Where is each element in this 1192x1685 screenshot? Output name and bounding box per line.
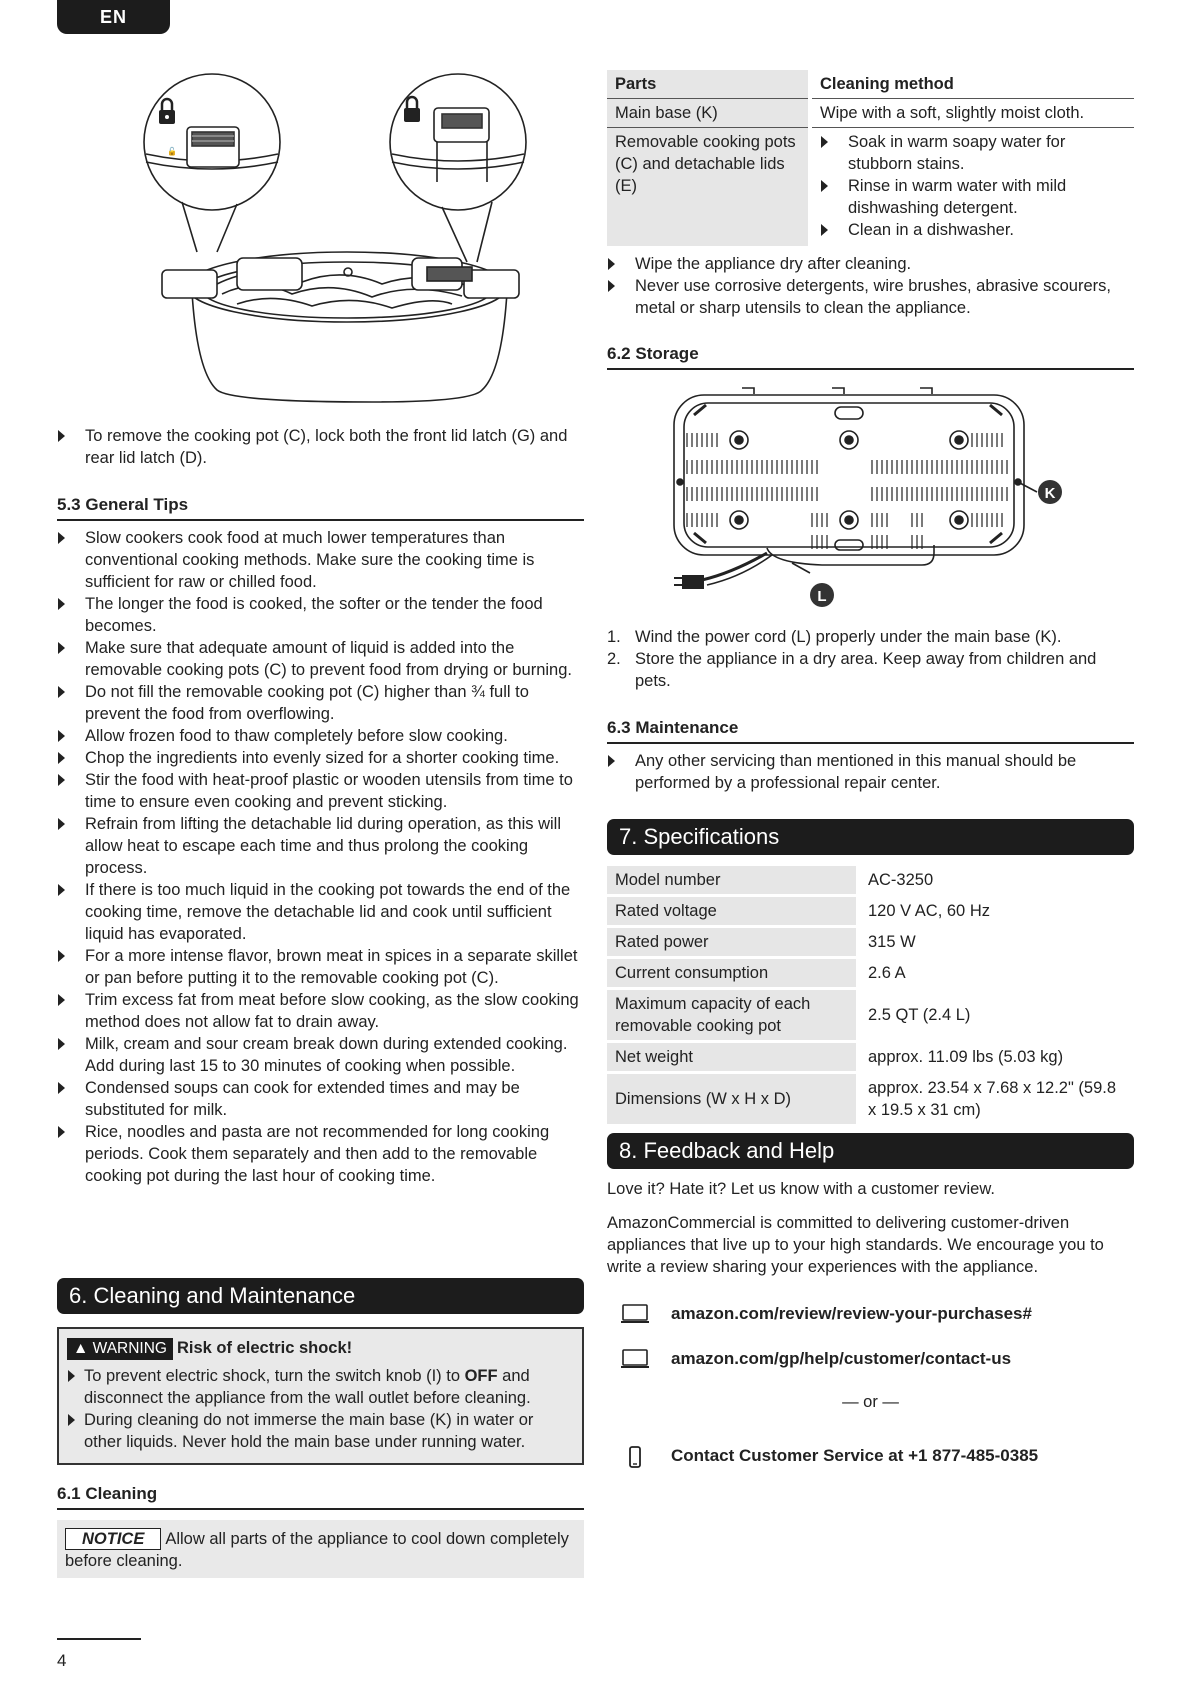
specifications-table — [607, 866, 1134, 1127]
after-cleaning-list — [607, 253, 1134, 319]
table-row — [607, 958, 1134, 989]
general-tips-list — [57, 527, 584, 1187]
review-link[interactable]: amazon.com/review/review-your-purchases# — [671, 1304, 1032, 1323]
spec-value: 315 W — [858, 927, 1134, 958]
list-item: Refrain from lifting the detachable lid during operation, as this will allow heat to escape each time and thus prolong the cooking process. — [57, 813, 584, 879]
contact-link-row[interactable] — [607, 1348, 1134, 1372]
footer-rule — [57, 1638, 141, 1640]
spec-key: Rated power — [607, 927, 858, 958]
list-item: To prevent electric shock, turn the switch knob (I) to OFF and disconnect the appliance from the wall outlet before cleaning. — [67, 1365, 574, 1409]
laptop-icon — [620, 1303, 650, 1325]
table-row — [607, 128, 1134, 246]
warning-list — [67, 1365, 574, 1453]
spec-key: Model number — [607, 866, 858, 896]
table-row — [607, 70, 1134, 99]
feedback-text: AmazonCommercial is committed to delivering customer-driven appliances that live up to your high standards. We encourage you to write a review sharing your experiences with the appliance. — [607, 1214, 1104, 1276]
customer-service-phone[interactable]: Contact Customer Service at +1 877-485-0385 — [671, 1446, 1039, 1465]
spec-key: Maximum capacity of each removable cooking pot — [607, 989, 858, 1042]
page-number: 4 — [57, 1651, 67, 1670]
cleaning-heading: 6.1 Cleaning — [57, 1483, 584, 1510]
storage-steps — [607, 626, 1134, 692]
list-item: Rice, noodles and pasta are not recommended for long cooking periods. Cook them separately and then add to the removable cooking pot during the last hour of cooking time. — [57, 1121, 584, 1187]
laptop-icon — [620, 1348, 650, 1370]
warning-title: Risk of electric shock! — [177, 1339, 353, 1357]
storage-base-illustration — [672, 385, 1092, 610]
spec-value: 2.6 A — [858, 958, 1134, 989]
notice-box — [57, 1520, 584, 1578]
table-row — [607, 1073, 1134, 1126]
list-item: The longer the food is cooked, the softer or the tender the food becomes. — [57, 593, 584, 637]
phone-row[interactable] — [607, 1445, 1134, 1469]
general-tips-heading: 5.3 General Tips — [57, 494, 584, 521]
table-cell: Main base (K) — [607, 99, 810, 128]
table-cell — [810, 128, 1134, 246]
review-link-row[interactable] — [607, 1303, 1134, 1327]
spec-value: 120 V AC, 60 Hz — [858, 896, 1134, 927]
table-cell: Removable cooking pots (C) and detachable lids (E) — [607, 128, 810, 246]
spec-key: Dimensions (W x H x D) — [607, 1073, 858, 1126]
warning-label: ▲ WARNING — [67, 1338, 173, 1360]
maintenance-heading: 6.3 Maintenance — [607, 717, 1134, 744]
section-7-title: 7. Specifications — [607, 819, 1134, 855]
table-cell: Wipe with a soft, slightly moist cloth. — [810, 99, 1134, 128]
list-item: Never use corrosive detergents, wire brushes, abrasive scourers, metal or sharp utensils to clean the appliance. — [607, 275, 1134, 319]
maintenance-list — [607, 750, 1134, 794]
list-item: Trim excess fat from meat before slow cooking, as the slow cooking method does not allow fat to drain away. — [57, 989, 584, 1033]
list-item: Condensed soups can cook for extended times and may be substituted for milk. — [57, 1077, 584, 1121]
feedback-intro: Love it? Hate it? Let us know with a customer review. — [607, 1180, 995, 1198]
section-6-title: 6. Cleaning and Maintenance — [57, 1278, 584, 1314]
table-row — [607, 989, 1134, 1042]
contact-link[interactable]: amazon.com/gp/help/customer/contact-us — [671, 1349, 1012, 1368]
notice-text: Allow all parts of the appliance to cool down completely before cleaning. — [65, 1530, 569, 1570]
list-item: Soak in warm soapy water for stubborn stains. — [820, 131, 1126, 175]
storage-heading: 6.2 Storage — [607, 343, 1134, 370]
column-header-method: Cleaning method — [810, 70, 1134, 99]
list-item: To remove the cooking pot (C), lock both the front lid latch (G) and rear lid latch (D). — [57, 425, 584, 469]
remove-pot-tip — [57, 425, 584, 469]
or-divider: — or — — [842, 1393, 899, 1411]
spec-key: Net weight — [607, 1042, 858, 1073]
spec-value: approx. 23.54 x 7.68 x 12.2" (59.8 x 19.5 x 31 cm) — [858, 1073, 1134, 1126]
list-item: Clean in a dishwasher. — [820, 219, 1126, 241]
notice-label: NOTICE — [65, 1528, 161, 1550]
list-item: Stir the food with heat-proof plastic or wooden utensils from time to time to ensure even cooking and prevent sticking. — [57, 769, 584, 813]
table-row — [607, 896, 1134, 927]
spec-key: Current consumption — [607, 958, 858, 989]
list-item: Rinse in warm water with mild dishwashing detergent. — [820, 175, 1126, 219]
table-row — [607, 866, 1134, 896]
list-item: Milk, cream and sour cream break down during extended cooking. Add during last 15 to 30 minutes of cooking when possible. — [57, 1033, 584, 1077]
table-row — [607, 99, 1134, 128]
slow-cooker-latch-illustration — [142, 72, 572, 407]
method-list — [820, 131, 1126, 241]
column-header-parts: Parts — [607, 70, 810, 99]
spec-value: approx. 11.09 lbs (5.03 kg) — [858, 1042, 1134, 1073]
table-row — [607, 1042, 1134, 1073]
list-item: During cleaning do not immerse the main base (K) in water or other liquids. Never hold the main base under running water. — [67, 1409, 574, 1453]
svg-text:🔓: 🔓 — [167, 147, 177, 156]
list-item: Do not fill the removable cooking pot (C) higher than ¾ full to prevent the food from overflowing. — [57, 681, 584, 725]
list-item: 2. Store the appliance in a dry area. Keep away from children and pets. — [607, 650, 1097, 690]
cleaning-table — [607, 70, 1134, 246]
spec-key: Rated voltage — [607, 896, 858, 927]
list-item: Wipe the appliance dry after cleaning. — [607, 253, 1134, 275]
section-8-title: 8. Feedback and Help — [607, 1133, 1134, 1169]
language-tab: EN — [57, 0, 170, 34]
list-item: 1. Wind the power cord (L) properly under the main base (K). — [607, 628, 1062, 646]
list-item: Chop the ingredients into evenly sized for a shorter cooking time. — [57, 747, 584, 769]
list-item: Allow frozen food to thaw completely before slow cooking. — [57, 725, 584, 747]
warning-box — [57, 1327, 584, 1465]
warning-triangle-icon: ▲ — [73, 1340, 89, 1357]
spec-value: 2.5 QT (2.4 L) — [858, 989, 1134, 1042]
table-row — [607, 927, 1134, 958]
list-item: For a more intense flavor, brown meat in spices in a separate skillet or pan before putting it to the removable cooking pot (C). — [57, 945, 584, 989]
list-item: Make sure that adequate amount of liquid is added into the removable cooking pots (C) to prevent food from drying or burning. — [57, 637, 584, 681]
list-item: Any other servicing than mentioned in this manual should be performed by a professional repair center. — [607, 750, 1134, 794]
phone-icon — [627, 1445, 643, 1469]
spec-value: AC-3250 — [858, 866, 1134, 896]
callout-k: K — [1044, 485, 1056, 502]
list-item: If there is too much liquid in the cooking pot towards the end of the cooking time, remove the detachable lid and cook until sufficient liquid has evaporated. — [57, 879, 584, 945]
list-item: Slow cookers cook food at much lower temperatures than conventional cooking methods. Make sure the cooking time is sufficient for raw or chilled food. — [57, 527, 584, 593]
callout-l: L — [817, 588, 827, 605]
